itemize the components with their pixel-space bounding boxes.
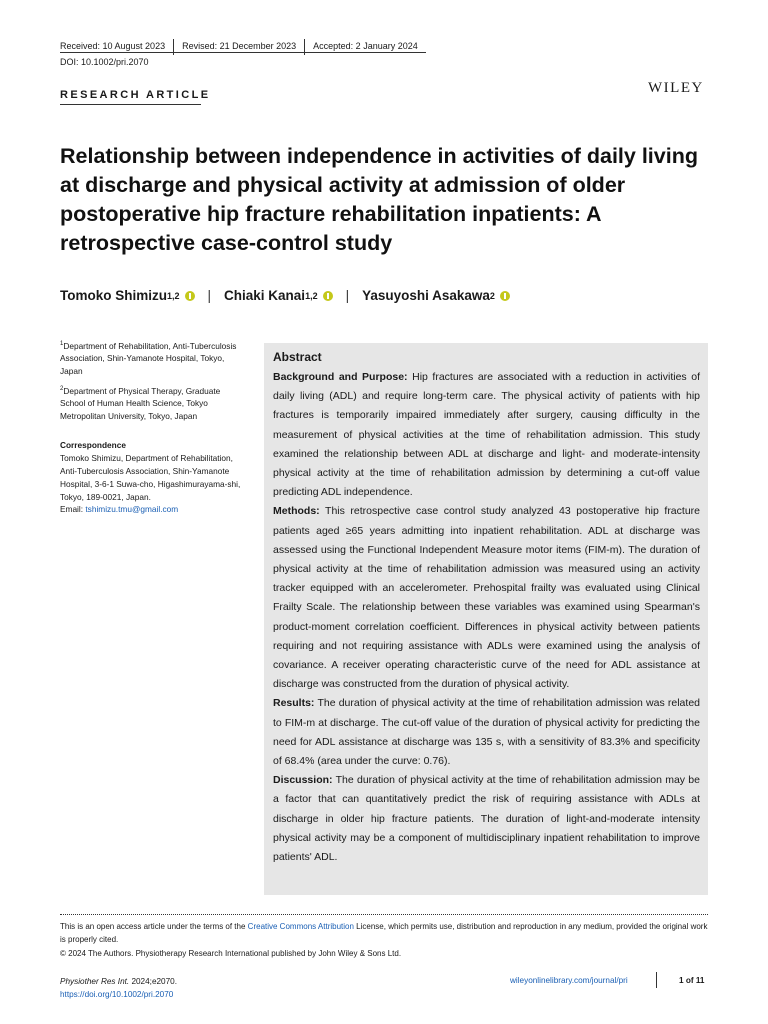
abstract-section: Discussion: The duration of physical activity at the time of rehabilitation admission may be a factor that can quantitatively predict the risk of requiring assistance with ADLs at discharge in older hip fracture patients. The duration of light-and-moderate intensity physical activity may be a component of multidisciplinary inpatient rehabilitation to improve patients' ADL. — [273, 774, 700, 864]
author-name[interactable]: Yasuyoshi Asakawa — [362, 288, 490, 303]
orcid-icon[interactable] — [323, 291, 333, 301]
abstract-box — [264, 343, 708, 895]
copyright: © 2024 The Authors. Physiotherapy Research International published by John Wiley & Sons Ltd. — [60, 949, 402, 958]
affiliations-sidebar — [60, 338, 246, 516]
orcid-icon[interactable] — [185, 291, 195, 301]
correspondence-heading: Correspondence — [60, 439, 126, 450]
license-note: This is an open access article under the terms of the Creative Commons Attribution License, which permits use, distribution and reproduction in any medium, provided the original work is properly cited. — [60, 922, 708, 944]
author-affiliation: 1,2 — [305, 291, 318, 301]
author-name[interactable]: Tomoko Shimizu — [60, 288, 167, 303]
publisher-logo: WILEY — [648, 80, 704, 96]
article-title: Relationship between independence in activities of daily living at discharge and physical activity at admission of older postoperative hip fracture rehabilitation inpatients: A retrospective case-control study — [60, 144, 698, 255]
correspondence-email: Email: tshimizu.tmu@gmail.com — [60, 504, 179, 515]
doi-link[interactable]: https://doi.org/10.1002/pri.2070 — [60, 989, 174, 999]
article-type-underline — [60, 104, 201, 105]
author-separator: | — [345, 288, 350, 303]
journal-site-link[interactable]: wileyonlinelibrary.com/journal/pri — [510, 976, 628, 985]
dates-divider — [60, 52, 426, 53]
footer-divider — [60, 914, 708, 915]
abstract-section: Background and Purpose: Hip fractures are associated with a reduction in activities of daily living (ADL) and require long-term care. The physical activity of patients with hip fractures is temporarily impaired immediately after surgery, causing difficulty in the measurement of physical activities at the time of rehabilitation admission. This study examined the relationship between ADL at discharge and light- and moderate-intensity physical activity at the time of rehabilitation admission by determining a cut-off value predicting ADL independence. — [273, 371, 700, 499]
affiliation: $^2$Department of Physical Therapy, Graduate School of Human Health Science, Tokyo Metropolitan University, Tokyo, Japan — [60, 385, 221, 422]
email-link[interactable]: tshimizu.tmu@gmail.com — [85, 504, 179, 515]
orcid-icon[interactable] — [500, 291, 510, 301]
abstract-section: Results: The duration of physical activity at the time of rehabilitation admission was related to FIM-m at discharge. The cut-off value of the duration of physical activity for predicting the need for ADL assistance at discharge was 135 s, with a sensitivity of 83.3% and specificity of 68.4% (area under the curve: 0.76). — [273, 697, 700, 768]
abstract-heading: Abstract — [273, 350, 322, 364]
license-link[interactable]: Creative Commons Attribution — [247, 922, 354, 931]
author-separator: | — [207, 288, 212, 303]
publication-dates — [60, 37, 418, 53]
accepted-date: Accepted: 2 January 2024 — [313, 40, 418, 51]
author-name[interactable]: Chiaki Kanai — [224, 288, 306, 303]
affiliation: $^1$Department of Rehabilitation, Anti-Tuberculosis Association, Shin-Yamanote Hospital, Tokyo, Japan — [60, 340, 237, 377]
revised-date: Revised: 21 December 2023 — [182, 40, 297, 51]
author-affiliation: 1,2 — [167, 291, 180, 301]
page-number: 1 of 11 — [679, 976, 705, 985]
author-list — [60, 288, 510, 303]
journal-name: Physiother Res Int. — [60, 977, 130, 986]
abstract-section: Methods: This retrospective case control study analyzed 43 postoperative hip fracture patients aged ≥65 years admitting into inpatient rehabilitation. ADL at discharge was assessed using the Functional Independent Measure motor items (FIM-m). The duration of physical activity at the time of rehabilitation admission was measured using an activity tracker equipped with an accelerometer. Prehospital frailty was evaluated using Clinical Frailty Scale. The relationship between these variables was examined using Spearman's product-moment correlation coefficient. Differences in physical activity between patients requiring and not requiring assistance with ADLs were examined using the analysis of covariance. A receiver operating characteristic curve of the need for ADL assistance at discharge was constructed from the duration of physical activity. — [273, 505, 700, 691]
article-type: RESEARCH ARTICLE — [60, 89, 211, 101]
correspondence-text: Tomoko Shimizu, Department of Rehabilitation, Anti-Tuberculosis Association, Shin-Yamanote Hospital, 3-6-1 Suwa-cho, Higashimurayama-shi, Tokyo, 189-0021, Japan. — [60, 453, 241, 502]
received-date: Received: 10 August 2023 — [60, 40, 166, 51]
doi: DOI: 10.1002/pri.2070 — [60, 57, 149, 67]
author-affiliation: 2 — [489, 291, 495, 301]
page-separator — [656, 972, 657, 988]
journal-citation: Physiother Res Int. 2024;e2070. https://doi.org/10.1002/pri.2070 — [60, 976, 177, 1001]
